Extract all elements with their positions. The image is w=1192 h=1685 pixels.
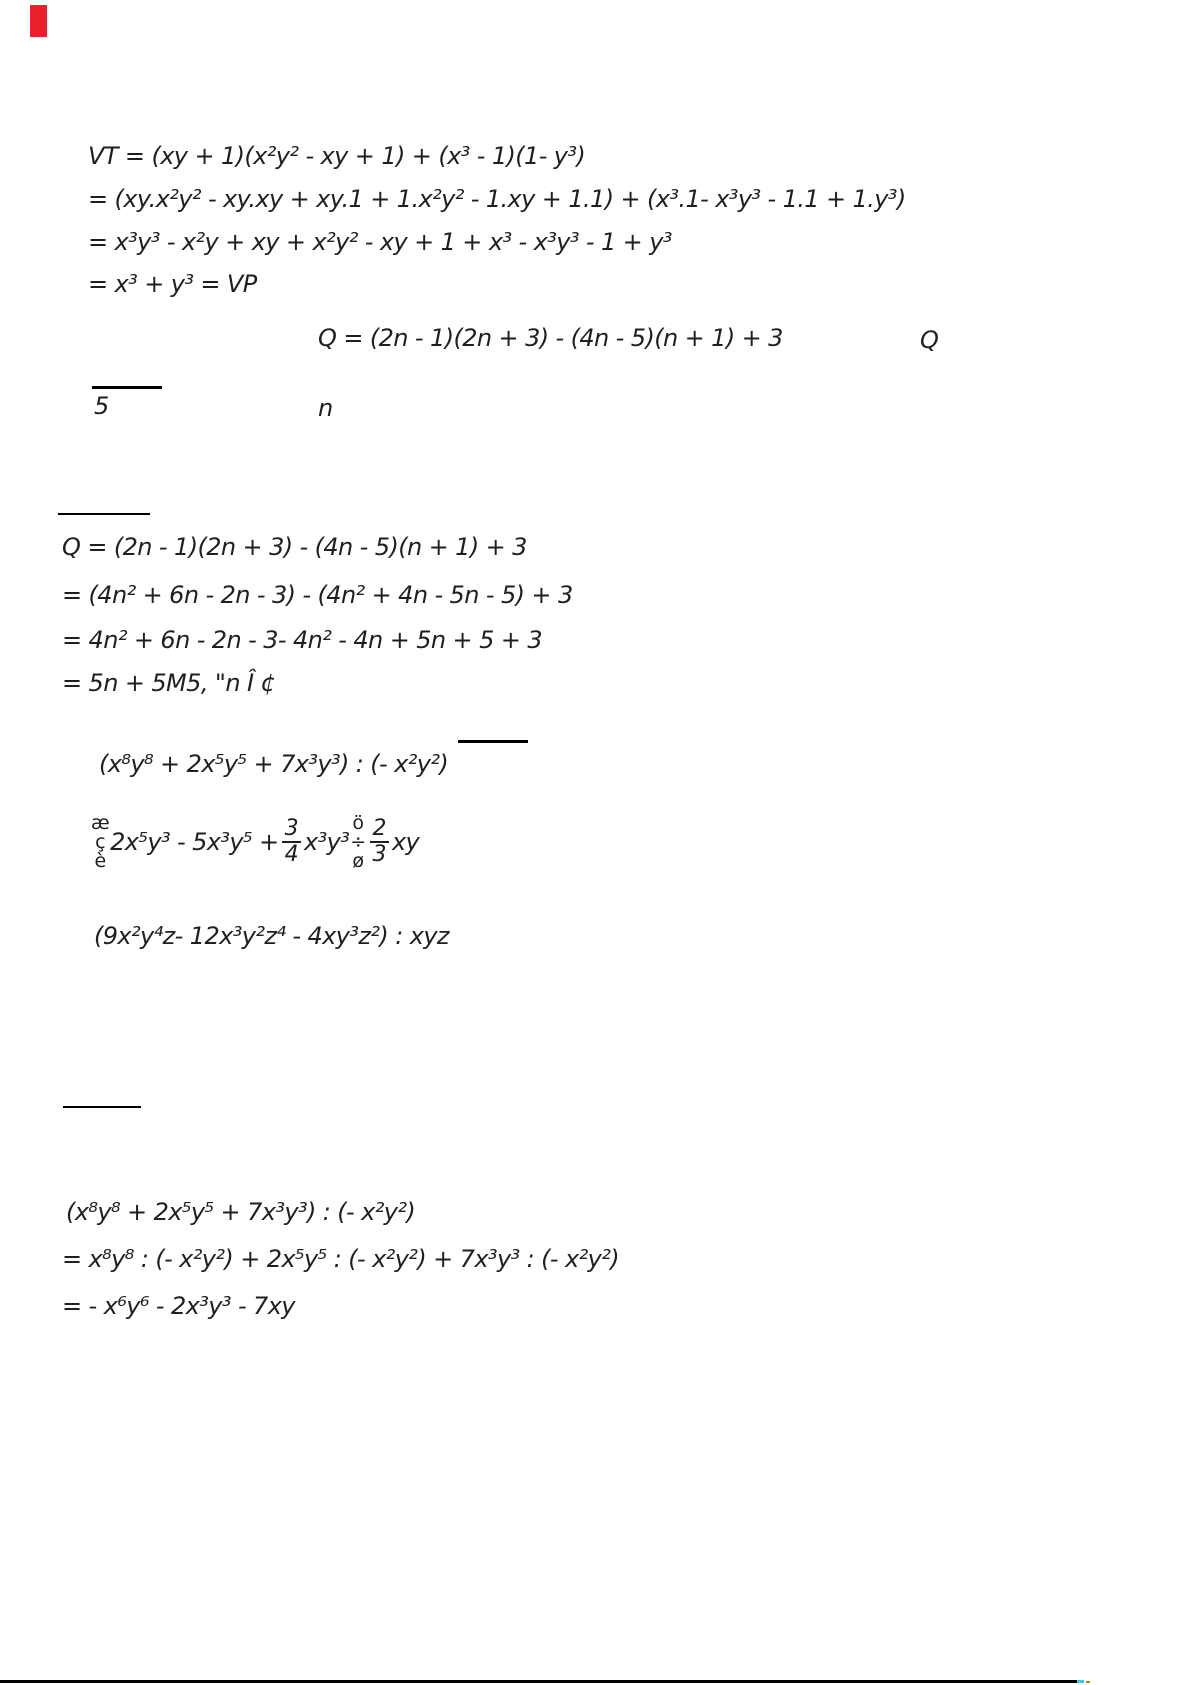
vt-line-1: VT = (xy + 1)(x²y² - xy + 1) + (x³ - 1)(1- y³) bbox=[88, 142, 586, 170]
paren-left-bracket bbox=[91, 811, 110, 872]
paren-left-top: æ bbox=[91, 811, 110, 834]
paren-tail: xy bbox=[391, 828, 420, 856]
vt-line-4: = x³ + y³ = VP bbox=[88, 270, 257, 298]
fragment-n: n bbox=[318, 394, 333, 422]
bottom-rule bbox=[0, 1680, 1077, 1683]
rule-overline bbox=[92, 386, 162, 389]
paren-right-bot: ø bbox=[352, 849, 364, 872]
q-equation: Q = (2n - 1)(2n + 3) - (4n - 5)(n + 1) + 3 bbox=[318, 324, 783, 352]
q-solution-line-1: Q = (2n - 1)(2n + 3) - (4n - 5)(n + 1) + 3 bbox=[62, 533, 527, 561]
fraction-2-3 bbox=[370, 817, 389, 867]
vt-line-2: = (xy.x²y² - xy.xy + xy.1 + 1.x²y² - 1.xy + 1.1) + (x³.1- x³y³ - 1.1 + 1.y³) bbox=[88, 185, 906, 213]
rule-thick-2 bbox=[458, 740, 528, 743]
fragment-five: 5 bbox=[94, 392, 109, 420]
paren-right-top: ö bbox=[352, 811, 364, 834]
rule-short-1 bbox=[58, 513, 150, 515]
paren-left-mid: ç bbox=[95, 830, 105, 853]
q-solution-line-4: = 5n + 5M5, "n Î ¢ bbox=[62, 669, 276, 697]
paren-after-frac: x³y³ bbox=[303, 828, 350, 856]
paren-right-bracket bbox=[350, 811, 366, 872]
fraction-numerator: 3 bbox=[282, 817, 301, 843]
division-solution-line-2: = x⁸y⁸ : (- x²y²) + 2x⁵y⁵ : (- x²y²) + 7x³y³ : (- x²y²) bbox=[62, 1245, 619, 1273]
division-expr-2: (9x²y⁴z- 12x³y²z⁴ - 4xy³z²) : xyz bbox=[94, 922, 449, 950]
division-expr-1: (x⁸y⁸ + 2x⁵y⁵ + 7x³y³) : (- x²y²) bbox=[99, 750, 449, 778]
q-label: Q bbox=[920, 326, 939, 354]
red-marker bbox=[30, 5, 47, 37]
q-solution-line-3: = 4n² + 6n - 2n - 3- 4n² - 4n + 5n + 5 + 3 bbox=[62, 626, 542, 654]
fraction-numerator: 2 bbox=[370, 817, 389, 843]
q-solution-line-2: = (4n² + 6n - 2n - 3) - (4n² + 4n - 5n - 5) + 3 bbox=[62, 581, 573, 609]
fraction-3-4 bbox=[282, 817, 301, 867]
cyan-speck bbox=[1077, 1680, 1084, 1683]
division-solution-line-1: (x⁸y⁸ + 2x⁵y⁵ + 7x³y³) : (- x²y²) bbox=[66, 1198, 416, 1226]
paren-left-bot: è bbox=[94, 849, 106, 872]
vt-line-3: = x³y³ - x²y + xy + x²y² - xy + 1 + x³ - x³y³ - 1 + y³ bbox=[88, 228, 672, 256]
fraction-denominator: 4 bbox=[284, 842, 298, 867]
division-solution-line-3: = - x⁶y⁶ - 2x³y³ - 7xy bbox=[62, 1292, 295, 1320]
rule-short-2 bbox=[63, 1106, 141, 1108]
yellow-speck bbox=[1086, 1681, 1090, 1683]
paren-expression bbox=[90, 800, 419, 884]
paren-right-mid: ÷ bbox=[350, 830, 366, 853]
paren-body: 2x⁵y³ - 5x³y⁵ + bbox=[110, 828, 279, 856]
fraction-denominator: 3 bbox=[372, 842, 386, 867]
